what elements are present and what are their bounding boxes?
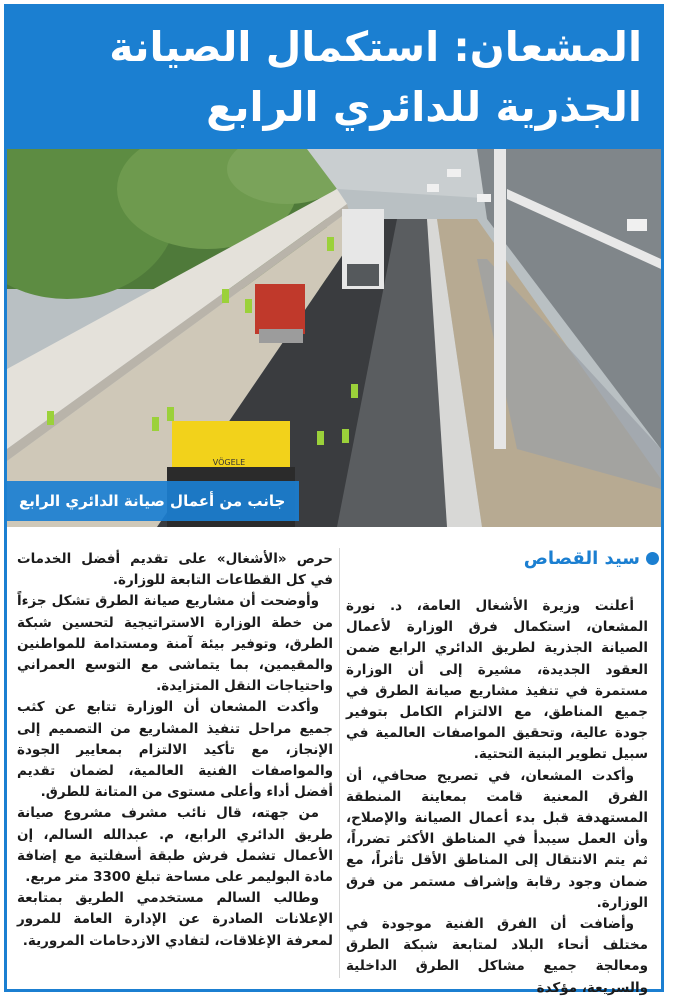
article-column-left — [17, 549, 333, 952]
headline-line-1: المشعان: استكمال الصيانة — [109, 22, 642, 71]
paragraph: حرص «الأشغال» على تقديم أفضل الخدمات في كل القطاعات التابعة للوزارة. — [17, 551, 333, 589]
headline-line-2: الجذرية للدائري الرابع — [206, 82, 642, 131]
author-name: سيد القصاص — [523, 548, 640, 569]
paragraph: وأكدت المشعان أن الوزارة تتابع عن كثب جميع مراحل تنفيذ المشاريع من التصميم إلى الإنجاز، مع تأكيد الالتزام بمعايير الجودة والمواصفات الفنية العالمية، لضمان تقديم أفضل أداء وأعلى مستوى من المتانة للطرق. — [17, 699, 333, 801]
photo-caption: جانب من أعمال صيانة الدائري الرابع — [7, 481, 299, 521]
road-work-illustration — [7, 149, 661, 527]
paragraph: أعلنت وزيرة الأشغال العامة، د. نورة المشعان، استكمال فرق الوزارة لأعمال الصيانة الجذرية لطريق الدائري الرابع ضمن العقود الجديدة، مشيرة إلى أن الوزارة مستمرة في تنفيذ مشاريع صيانة الطرق في جميع المناطق، مع الالتزام الكامل بتوفير جودة عالية، وتحقيق المواصفات العالمية في سبيل تطوير البنية التحتية. — [346, 598, 648, 763]
article-column-right — [346, 596, 648, 999]
paragraph: وطالب السالم مستخدمي الطريق بمتابعة الإعلانات الصادرة عن الإدارة العامة للمرور لمعرفة الإغلاقات، لتفادي الازدحامات المرورية. — [17, 890, 333, 949]
bullet-dot-icon — [646, 552, 659, 565]
paver-brand-label: VÖGELE — [212, 458, 246, 467]
paragraph: من جهته، قال نائب مشرف مشروع صيانة طريق الدائري الرابع، م. عبدالله السالم، إن الأعمال تشمل فرش طبقة أسفلتية مع إضافة مادة البوليمر على مساحة تبلغ 3300 متر مربع. — [17, 805, 333, 886]
headline-banner — [4, 4, 664, 149]
paragraph: وأوضحت أن مشاريع صيانة الطرق تشكل جزءاً من خطة الوزارة الاستراتيجية لتحسين شبكة الطرق، وتوفير بيئة آمنة ومستدامة للمواطنين والمقيمين، بما يتماشى مع التوسع العمراني واحتياجات النقل المتزايدة. — [17, 593, 333, 695]
article-photo — [7, 149, 661, 527]
column-divider — [339, 548, 340, 978]
byline — [524, 548, 659, 569]
paragraph: وأضافت أن الفرق الفنية موجودة في مختلف أنحاء البلاد لمتابعة شبكة الطرق ومعالجة جميع مشاكل الطرق الداخلية والسريعة، مؤكدة — [346, 916, 648, 996]
paragraph: وأكدت المشعان، في تصريح صحافي، أن الفرق المعنية قامت بمعاينة المنطقة المستهدفة قبل بدء أعمال الصيانة والإصلاح، وأن العمل سيبدأ في المناطق الأكثر تضرراً، ثم يتم الانتقال إلى المناطق الأقل تأثراً، مع ضمان وجود رقابة وإشراف مستمر من فرق الوزارة. — [346, 767, 648, 911]
